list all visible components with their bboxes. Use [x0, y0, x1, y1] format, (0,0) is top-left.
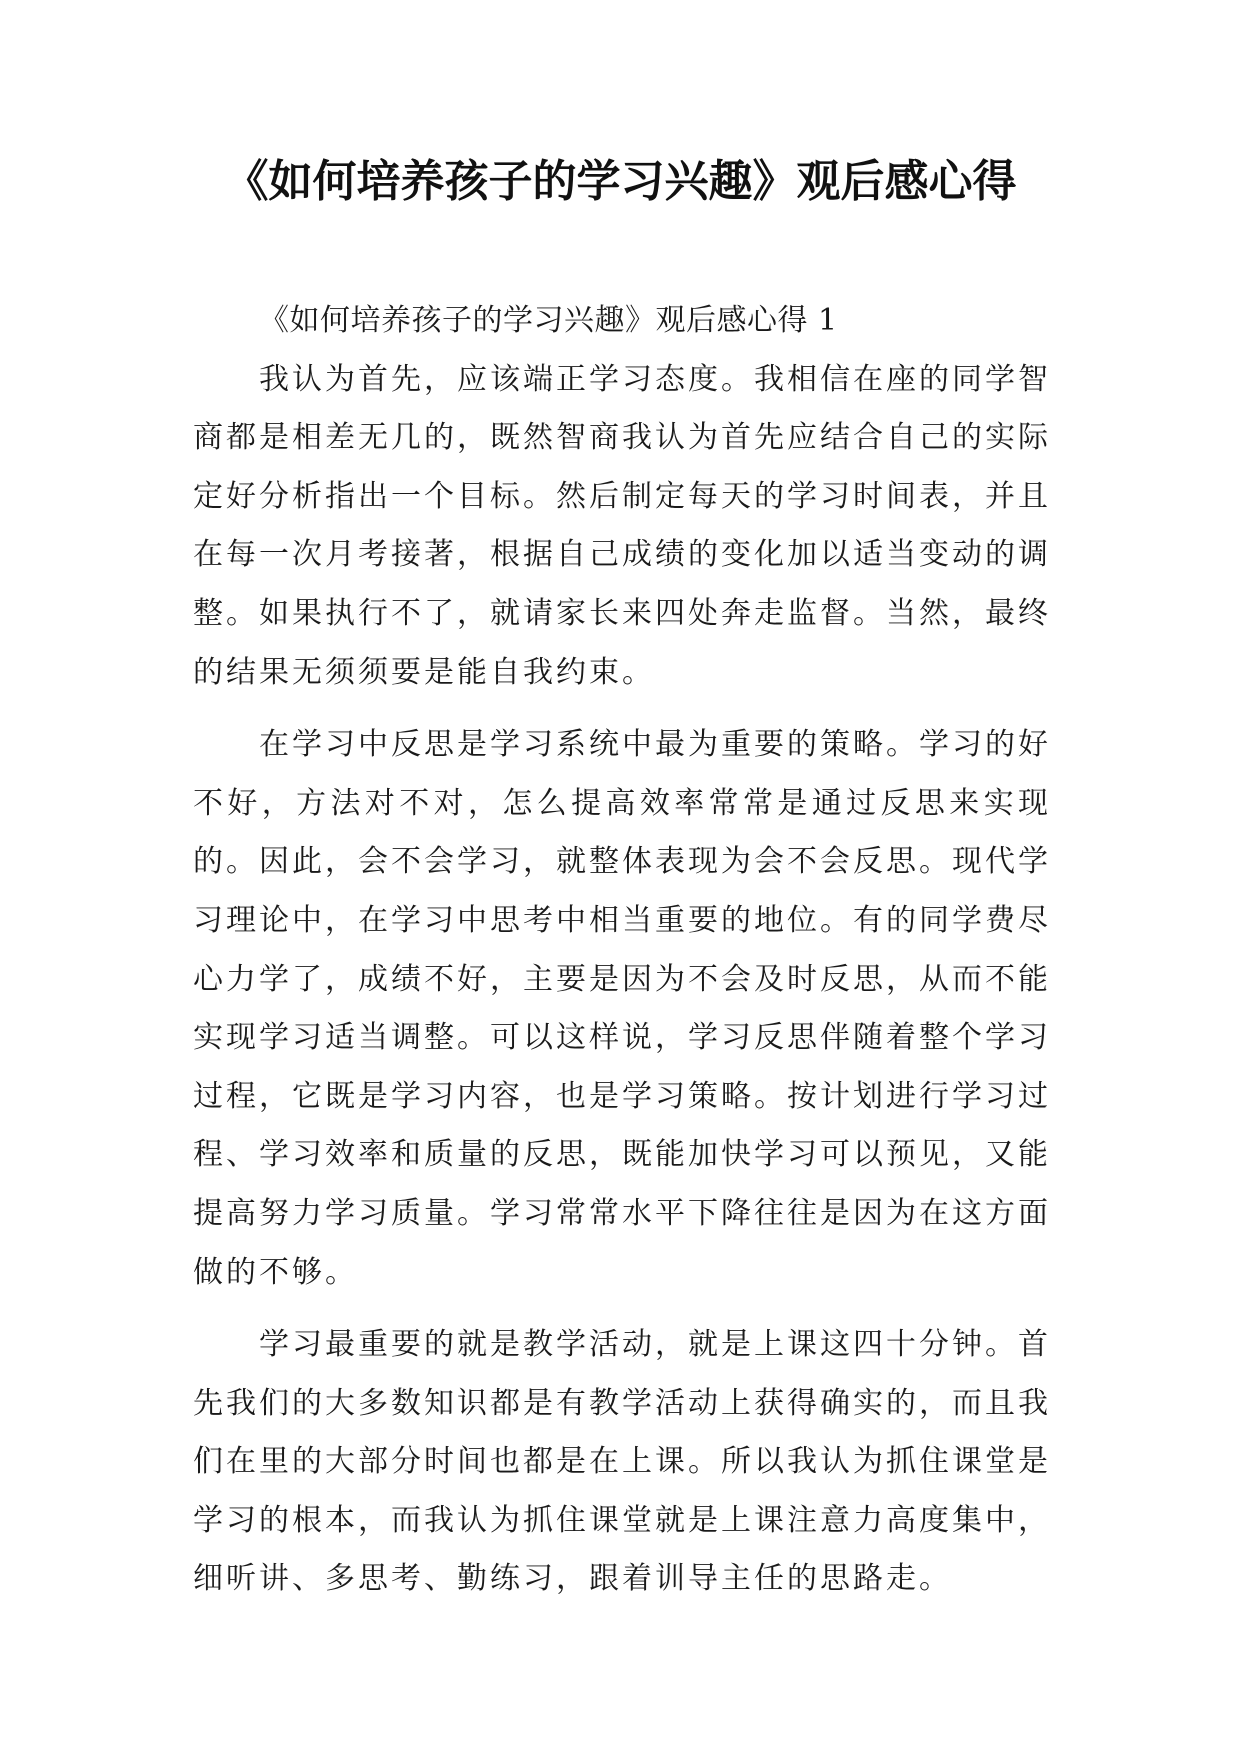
paragraph-2: 在学习中反思是学习系统中最为重要的策略。学习的好不好，方法对不对，怎么提高效率常常是通过反思来实现的。因此，会不会学习，就整体表现为会不会反思。现代学习理论中，在学习中思考中相当重要的地位。有的同学费尽心力学了，成绩不好，主要是因为不会及时反思，从而不能实现学习适当调整。可以这样说，学习反思伴随着整个学习过程，它既是学习内容，也是学习策略。按计划进行学习过程、学习效率和质量的反思，既能加快学习可以预见，又能提高努力学习质量。学习常常水平下降往往是因为在这方面做的不够。: [193, 727, 1051, 1290]
paragraph-1: 我认为首先，应该端正学习态度。我相信在座的同学智商都是相差无几的，既然智商我认为首先应结合自己的实际定好分析指出一个目标。然后制定每天的学习时间表，并且在每一次月考接著，根据自己成绩的变化加以适当变动的调整。如果执行不了，就请家长来四处奔走监督。当然，最终的结果无须须要是能自我约束。: [193, 361, 1051, 690]
section-heading: 《如何培养孩子的学习兴趣》观后感心得 1: [259, 303, 838, 338]
paragraph-3: 学习最重要的就是教学活动，就是上课这四十分钟。首先我们的大多数知识都是有教学活动上获得确实的，而且我们在里的大部分时间也都是在上课。所以我认为抓住课堂是学习的根本，而我认为抓住课堂就是上课注意力高度集中，细听讲、多思考、勤练习，跟着训导主任的思路走。: [193, 1327, 1051, 1597]
document-body: [193, 292, 1051, 1609]
page-title: 《如何培养孩子的学习兴趣》观后感心得: [224, 156, 1017, 207]
